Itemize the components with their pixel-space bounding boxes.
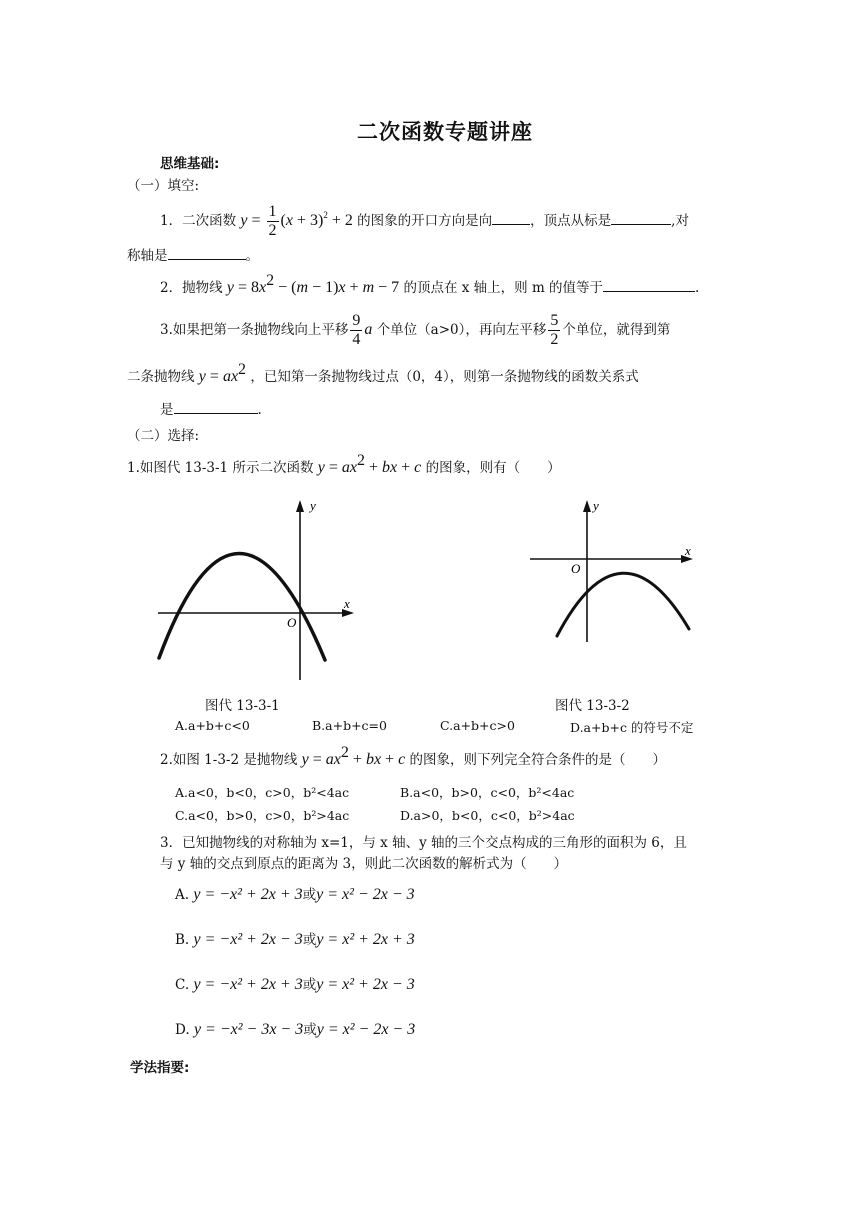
fig1-y-arrow xyxy=(296,500,304,512)
c3-option-d[interactable]: D. y = −x² − 3x − 3或y = x² − 2x − 3 xyxy=(175,1021,416,1038)
section-thinking-heading: 思维基础: xyxy=(160,156,220,172)
c3-option-c-formula-2: y = x² + 2x − 3 xyxy=(316,976,415,993)
q1-fraction: $\frac{1}{2}$ xyxy=(268,203,277,239)
choice-question-1: 1.如图代 13-3-1 所示二次函数 $y = ax^2$ + bx + c 的图象，则有（ ） xyxy=(127,452,561,476)
q3-middle-2: 个单位，就得到第 xyxy=(562,322,671,338)
c2-option-c[interactable]: C.a<0，b>0，c>0，b²>4ac xyxy=(175,808,350,823)
q3-middle: 个单位（a>0），再向左平移 xyxy=(376,322,547,338)
fill-question-3: 3.如果把第一条抛物线向上平移 $\frac{9}{4}$ a 个单位（a>0），再向左平移 $\frac{5}{2}$ 个单位，就得到第 xyxy=(160,312,671,348)
q3-blank-function[interactable] xyxy=(174,400,258,414)
q1-formula: y xyxy=(240,212,248,229)
q3-line2-prefix: 二条抛物线 xyxy=(127,369,195,385)
q3-line2-post: ，已知第一条抛物线过点（0，4），则第一条抛物线的函数关系式 xyxy=(250,369,639,385)
fill-question-1: 1．二次函数 y = $\frac{1}{2}$ $(x + 3)^2 + 2$ 的图象的开口方向是向 ，顶点从标是 ,对 xyxy=(160,203,689,239)
fill-question-3-line3 xyxy=(160,398,262,418)
fig1-y-label: y xyxy=(310,498,316,513)
c2-option-d[interactable]: D.a>0，b<0，c<0，b²>4ac xyxy=(400,808,575,823)
c2-option-a[interactable]: A.a<0，b<0，c>0，b²<4ac xyxy=(175,785,350,800)
c2-post: 的图象，则下列完全符合条件的是（ ） xyxy=(409,752,666,768)
c3-option-d-formula-2: y = x² − 2x − 3 xyxy=(316,1021,416,1038)
c3-option-a-formula-2: y = x² − 2x − 3 xyxy=(316,886,415,903)
choice-question-2: 2.如图 1-3-2 是抛物线 $y = ax^2$ + bx + c 的图象，则下列完全符合条件的是（ ） xyxy=(160,744,666,768)
q1-line2-end: 。 xyxy=(245,248,259,264)
q1-end: ,对 xyxy=(671,213,689,229)
q1-middle-2: ，顶点从标是 xyxy=(530,213,612,229)
fig1-origin-label: O xyxy=(287,615,297,630)
c1-post: 的图象，则有（ ） xyxy=(425,460,561,476)
c1-option-c[interactable]: C.a+b+c>0 xyxy=(440,718,515,733)
fill-question-1-line2 xyxy=(127,244,259,264)
q3-line3: 是 xyxy=(160,402,174,418)
c3-option-c-formula-1: y = −x² + 2x + 3 xyxy=(193,976,303,993)
page-title: 二次函数专题讲座 xyxy=(357,120,533,144)
fill-in-header: （一）填空: xyxy=(127,178,200,194)
q1-line2: 称轴是 xyxy=(127,248,168,264)
c3-option-d-formula-1: y = −x² − 3x − 3 xyxy=(193,1021,304,1038)
c1-option-a[interactable]: A.a+b+c<0 xyxy=(175,718,250,733)
c2-prefix: 2.如图 1-3-2 是抛物线 xyxy=(160,752,298,768)
q1-middle: 的图象的开口方向是向 xyxy=(357,213,493,229)
c3-option-b-formula-2: y = x² + 2x + 3 xyxy=(316,931,415,948)
c1-prefix: 1.如图代 13-3-1 所示二次函数 xyxy=(127,460,314,476)
c3-line-1: 3．已知抛物线的对称轴为 x=1，与 x 轴、y 轴的三个交点构成的三角形的面积为 6，且 xyxy=(160,835,687,851)
c3-line-2: 与 y 轴的交点到原点的距离为 3，则此二次函数的解析式为（ ） xyxy=(160,856,568,872)
fig2-origin-label: O xyxy=(571,561,581,576)
choice-header: （二）选择: xyxy=(127,428,200,444)
fig1-x-label: x xyxy=(344,596,350,611)
fig2-y-arrow xyxy=(583,500,591,512)
c3-option-c[interactable]: C. y = −x² + 2x + 3或y = x² + 2x − 3 xyxy=(175,976,415,993)
c2-option-b[interactable]: B.a<0，b>0，c<0，b²<4ac xyxy=(400,785,575,800)
c3-option-b-formula-1: y = −x² + 2x − 3 xyxy=(193,931,303,948)
q1-blank-direction[interactable] xyxy=(492,211,530,225)
fig2-x-label: x xyxy=(685,543,691,558)
c1-option-b[interactable]: B.a+b+c=0 xyxy=(312,718,387,733)
fill-question-3-line2: 二条抛物线 $y = ax^2$ ，已知第一条抛物线过点（0，4），则第一条抛物线的函数关系式 xyxy=(127,361,639,385)
q1-blank-axis[interactable] xyxy=(168,246,246,260)
figure-13-3-2 xyxy=(525,492,725,652)
q1-blank-vertex[interactable] xyxy=(611,211,671,225)
section-method-heading: 学法指要: xyxy=(130,1060,190,1076)
fig2-caption: 图代 13-3-2 xyxy=(555,698,630,714)
q3-fraction-5-2: $\frac{5}{2}$ xyxy=(550,312,559,348)
q3-prefix: 3.如果把第一条抛物线向上平移 xyxy=(160,322,349,338)
c1-option-d[interactable]: D.a+b+c 的符号不定 xyxy=(570,720,694,735)
q2-post: 的顶点在 x 轴上，则 m 的值等于 xyxy=(403,280,604,296)
c3-option-a-formula-1: y = −x² + 2x + 3 xyxy=(193,886,303,903)
c3-option-a[interactable]: A. y = −x² + 2x + 3或y = x² − 2x − 3 xyxy=(175,886,415,903)
q3-line3-end: . xyxy=(257,402,262,418)
q1-prefix: 1．二次函数 xyxy=(160,213,237,229)
fill-question-2: 2．抛物线 $y = 8x^2 - (m - 1)x + m - 7$ 的顶点在 x 轴上，则 m 的值等于 . xyxy=(160,272,700,296)
fig2-y-label: y xyxy=(593,498,599,513)
fig2-parabola xyxy=(557,573,689,636)
q2-end: . xyxy=(695,280,700,296)
q3-fraction-9-4: $\frac{9}{4}$ xyxy=(352,312,361,348)
figure-13-3-1 xyxy=(150,492,370,687)
q2-prefix: 2．抛物线 xyxy=(160,280,223,296)
fig1-caption: 图代 13-3-1 xyxy=(205,698,280,714)
c3-option-b[interactable]: B. y = −x² + 2x − 3或y = x² + 2x + 3 xyxy=(175,931,415,948)
q2-blank-m[interactable] xyxy=(603,278,695,292)
